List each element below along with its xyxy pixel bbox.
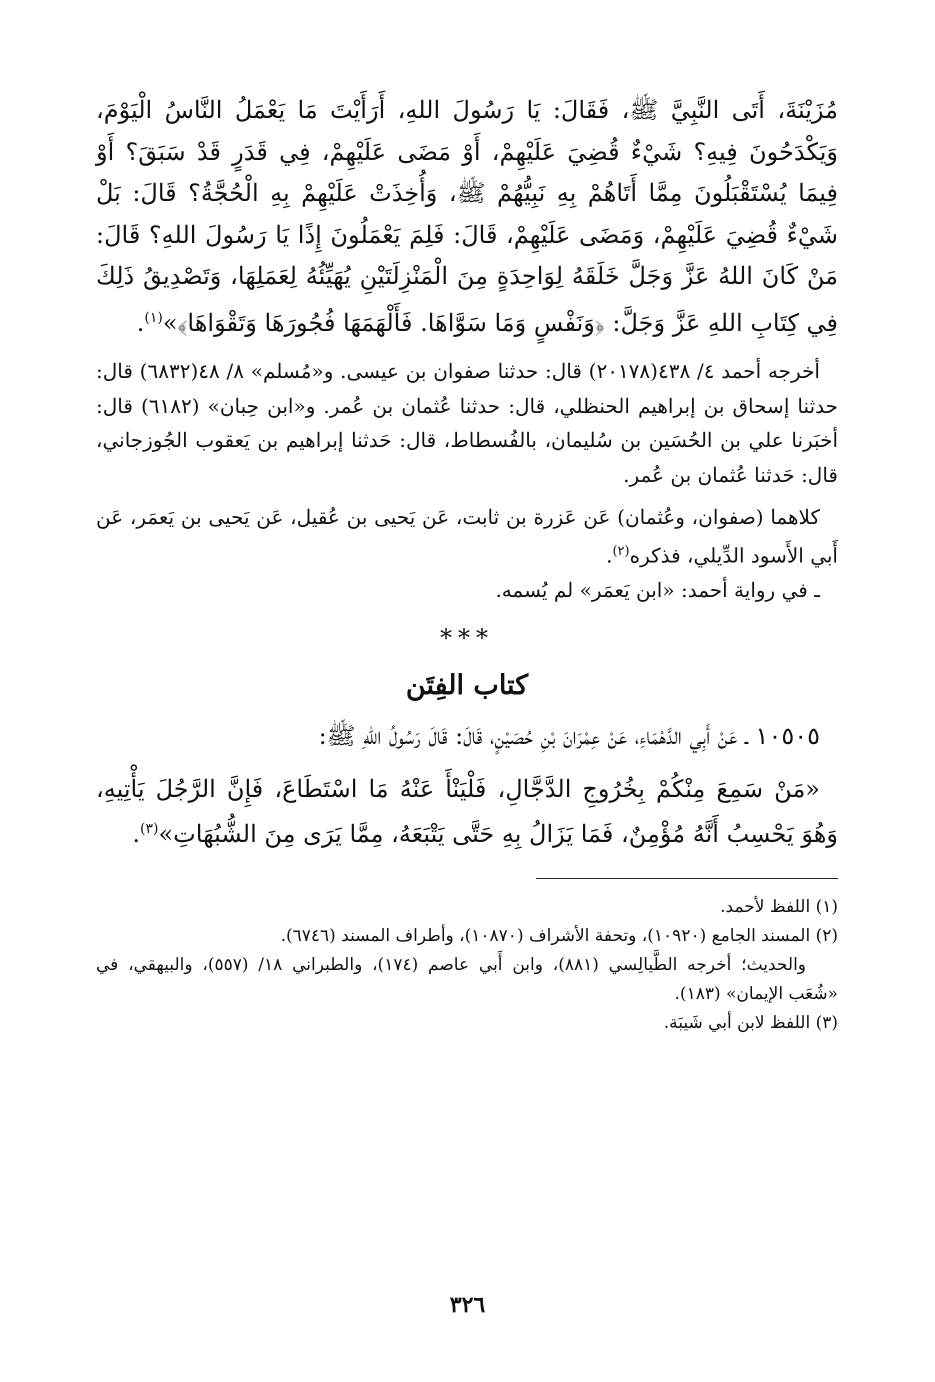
takhrij-paragraph-2-text: كلاهما (صفوان، وعُثمان) عَن عَزرة بن ثابت، عَن يَحيى بن عُقيل، عَن يَحيى بن يَعمَر، عَن أَبي الأَسود الدِّيلي، فذكره: [96, 505, 838, 568]
hadith-continuation: مُزَيْنَةَ، أَتَى النَّبِيَّ ﷺ، فَقَالَ: يَا رَسُولَ اللهِ، أَرَأَيْتَ مَا يَعْمَلُ النَّاسُ الْيَوْمَ، وَيَكْدَحُونَ فِيهِ؟ شَيْءٌ قُضِيَ عَلَيْهِمْ، أَوْ مَضَى عَلَيْهِمْ، فِي قَدَرٍ قَدْ سَبَقَ؟ أَوْ فِيمَا يُسْتَقْبَلُونَ مِمَّا أَتَاهُمْ بِهِ نَبِيُّهُمْ ﷺ، وَأُخِذَتْ عَلَيْهِمْ بِهِ الْحُجَّةُ؟ قَالَ: بَلْ شَيْءٌ قُضِيَ عَلَيْهِمْ، وَمَضَى عَلَيْهِمْ، قَالَ: فَلِمَ يَعْمَلُونَ إِذًا يَا رَسُولَ اللهِ؟ قَالَ: مَنْ كَانَ اللهُ عَزَّ وَجَلَّ خَلَقَهُ لِوَاحِدَةٍ مِنَ الْمَنْزِلَتَيْنِ يُهَيِّئُهُ لِعَمَلِهَا، وَتَصْدِيقُ ذَلِكَ فِي كِتَابِ اللهِ عَزَّ وَجَلَّ: ﴿وَنَفْسٍ وَمَا سَوَّاهَا. فَأَلْهَمَهَا فُجُورَهَا وَتَقْوَاهَا﴾»$^{(١)}$.: [96, 96, 838, 337]
takhrij-paragraph-2-end: .: [606, 543, 613, 568]
takhrij-paragraph-1: أخرجه أحمد ٤/ ٤٣٨(٢٠١٧٨) قال: حدثنا صفوان بن عيسى. و«مُسلم» ٨/ ٤٨(٦٨٣٢) قال: حدثنا إسحاق بن إبراهيم الحنظلي، قال: حدثنا عُثمان بن عُمر. و«ابن حِبان» (٦١٨٢) قال: أخبَرنا علي بن الحُسَين بن سُليمان، بالفُسطاط، قال: حَدثنا إبراهيم بن يَعقوب الجُوزجاني، قال: حَدثنا عُثمان بن عُمر.: [96, 359, 838, 487]
takhrij-note: ـ في رواية أحمد: «ابن يَعمَر» لم يُسمه.: [495, 577, 820, 602]
book-title: كتاب الفِتَن: [405, 670, 529, 702]
takhrij-paragraph-2: [96, 500, 838, 573]
hadith-header: [96, 715, 838, 757]
footnote-1: (١) اللفظ لأحمد.: [720, 897, 838, 918]
hadith-matn-text: «مَنْ سَمِعَ مِنْكُمْ بِخُرُوجِ الدَّجَّالِ، فَلْيَنْأَ عَنْهُ مَا اسْتَطَاعَ، فَإِنَّ الرَّجُلَ يَأْتِيهِ، وَهُوَ يَحْسِبُ أَنَّهُ مُؤْمِنٌ، فَمَا يَزَالُ بِهِ حَتَّى يَتْبَعَهُ، مِمَّا يَرَى مِنَ الشُّبُهَاتِ»: [96, 775, 838, 849]
page-number: ٣٢٦: [449, 1292, 486, 1318]
hadith-isnad: ـ عَنْ أَبِي الدَّهْمَاءِ، عَنْ عِمْرَانَ بْنِ حُصَيْنٍ، قَالَ: قَالَ رَسُولُ اللهِ ﷺ:: [318, 722, 748, 751]
footnote-ref-3[interactable]: (٣): [140, 821, 159, 838]
section-separator: ***: [440, 624, 494, 653]
footnote-divider: [536, 878, 838, 879]
footnote-2: (٢) المسند الجامع (١٠٩٢٠)، وتحفة الأشراف (١٠٨٧٠)، وأطراف المسند (٦٧٤٦).: [280, 926, 838, 947]
page-body: [96, 90, 838, 1330]
hadith-matn: [96, 769, 838, 854]
footnote-2-continuation: والحديث؛ أخرجه الطَّيالِسي (٨٨١)، وابن أَبي عاصم (١٧٤)، والطبراني ١٨/ (٥٥٧)، والبيهقي، في «شُعَب الإيمان» (١٨٣).: [96, 955, 838, 1005]
footnotes-section: [96, 893, 838, 1038]
hadith-continuation-text: مُزَيْنَةَ، أَتَى النَّبِيَّ ﷺ، فَقَالَ: يَا رَسُولَ اللهِ، أَرَأَيْتَ مَا يَعْمَلُ النَّاسُ الْيَوْمَ، وَيَكْدَحُونَ فِيهِ؟ شَيْءٌ قُضِيَ عَلَيْهِمْ، أَوْ مَضَى عَلَيْهِمْ، فِي قَدَرٍ قَدْ سَبَقَ؟ أَوْ فِيمَا يُسْتَقْبَلُونَ مِمَّا أَتَاهُمْ بِهِ نَبِيُّهُمْ ﷺ، وَأُخِذَتْ عَلَيْهِمْ بِهِ الْحُجَّةُ؟ قَالَ: بَلْ شَيْءٌ قُضِيَ عَلَيْهِمْ، وَمَضَى عَلَيْهِمْ، قَالَ: فَلِمَ يَعْمَلُونَ إِذًا يَا رَسُولَ اللهِ؟ قَالَ: مَنْ كَانَ اللهُ عَزَّ وَجَلَّ خَلَقَهُ لِوَاحِدَةٍ مِنَ الْمَنْزِلَتَيْنِ يُهَيِّئُهُ لِعَمَلِهَا، وَتَصْدِيقُ ذَلِكَ فِي كِتَابِ اللهِ عَزَّ وَجَلَّ: ﴿وَنَفْسٍ وَمَا سَوَّاهَا. فَأَلْهَمَهَا فُجُورَهَا وَتَقْوَاهَا﴾»: [96, 96, 838, 337]
footnote-ref-1[interactable]: (١): [144, 309, 163, 326]
footnote-ref-2[interactable]: (٢): [612, 543, 630, 559]
footnote-3: (٣) اللفظ لابن أبي شَيبَة.: [663, 1013, 838, 1034]
hadith-number: ١٠٥٠٥: [755, 722, 820, 751]
hadith-matn-end: .: [132, 820, 141, 849]
